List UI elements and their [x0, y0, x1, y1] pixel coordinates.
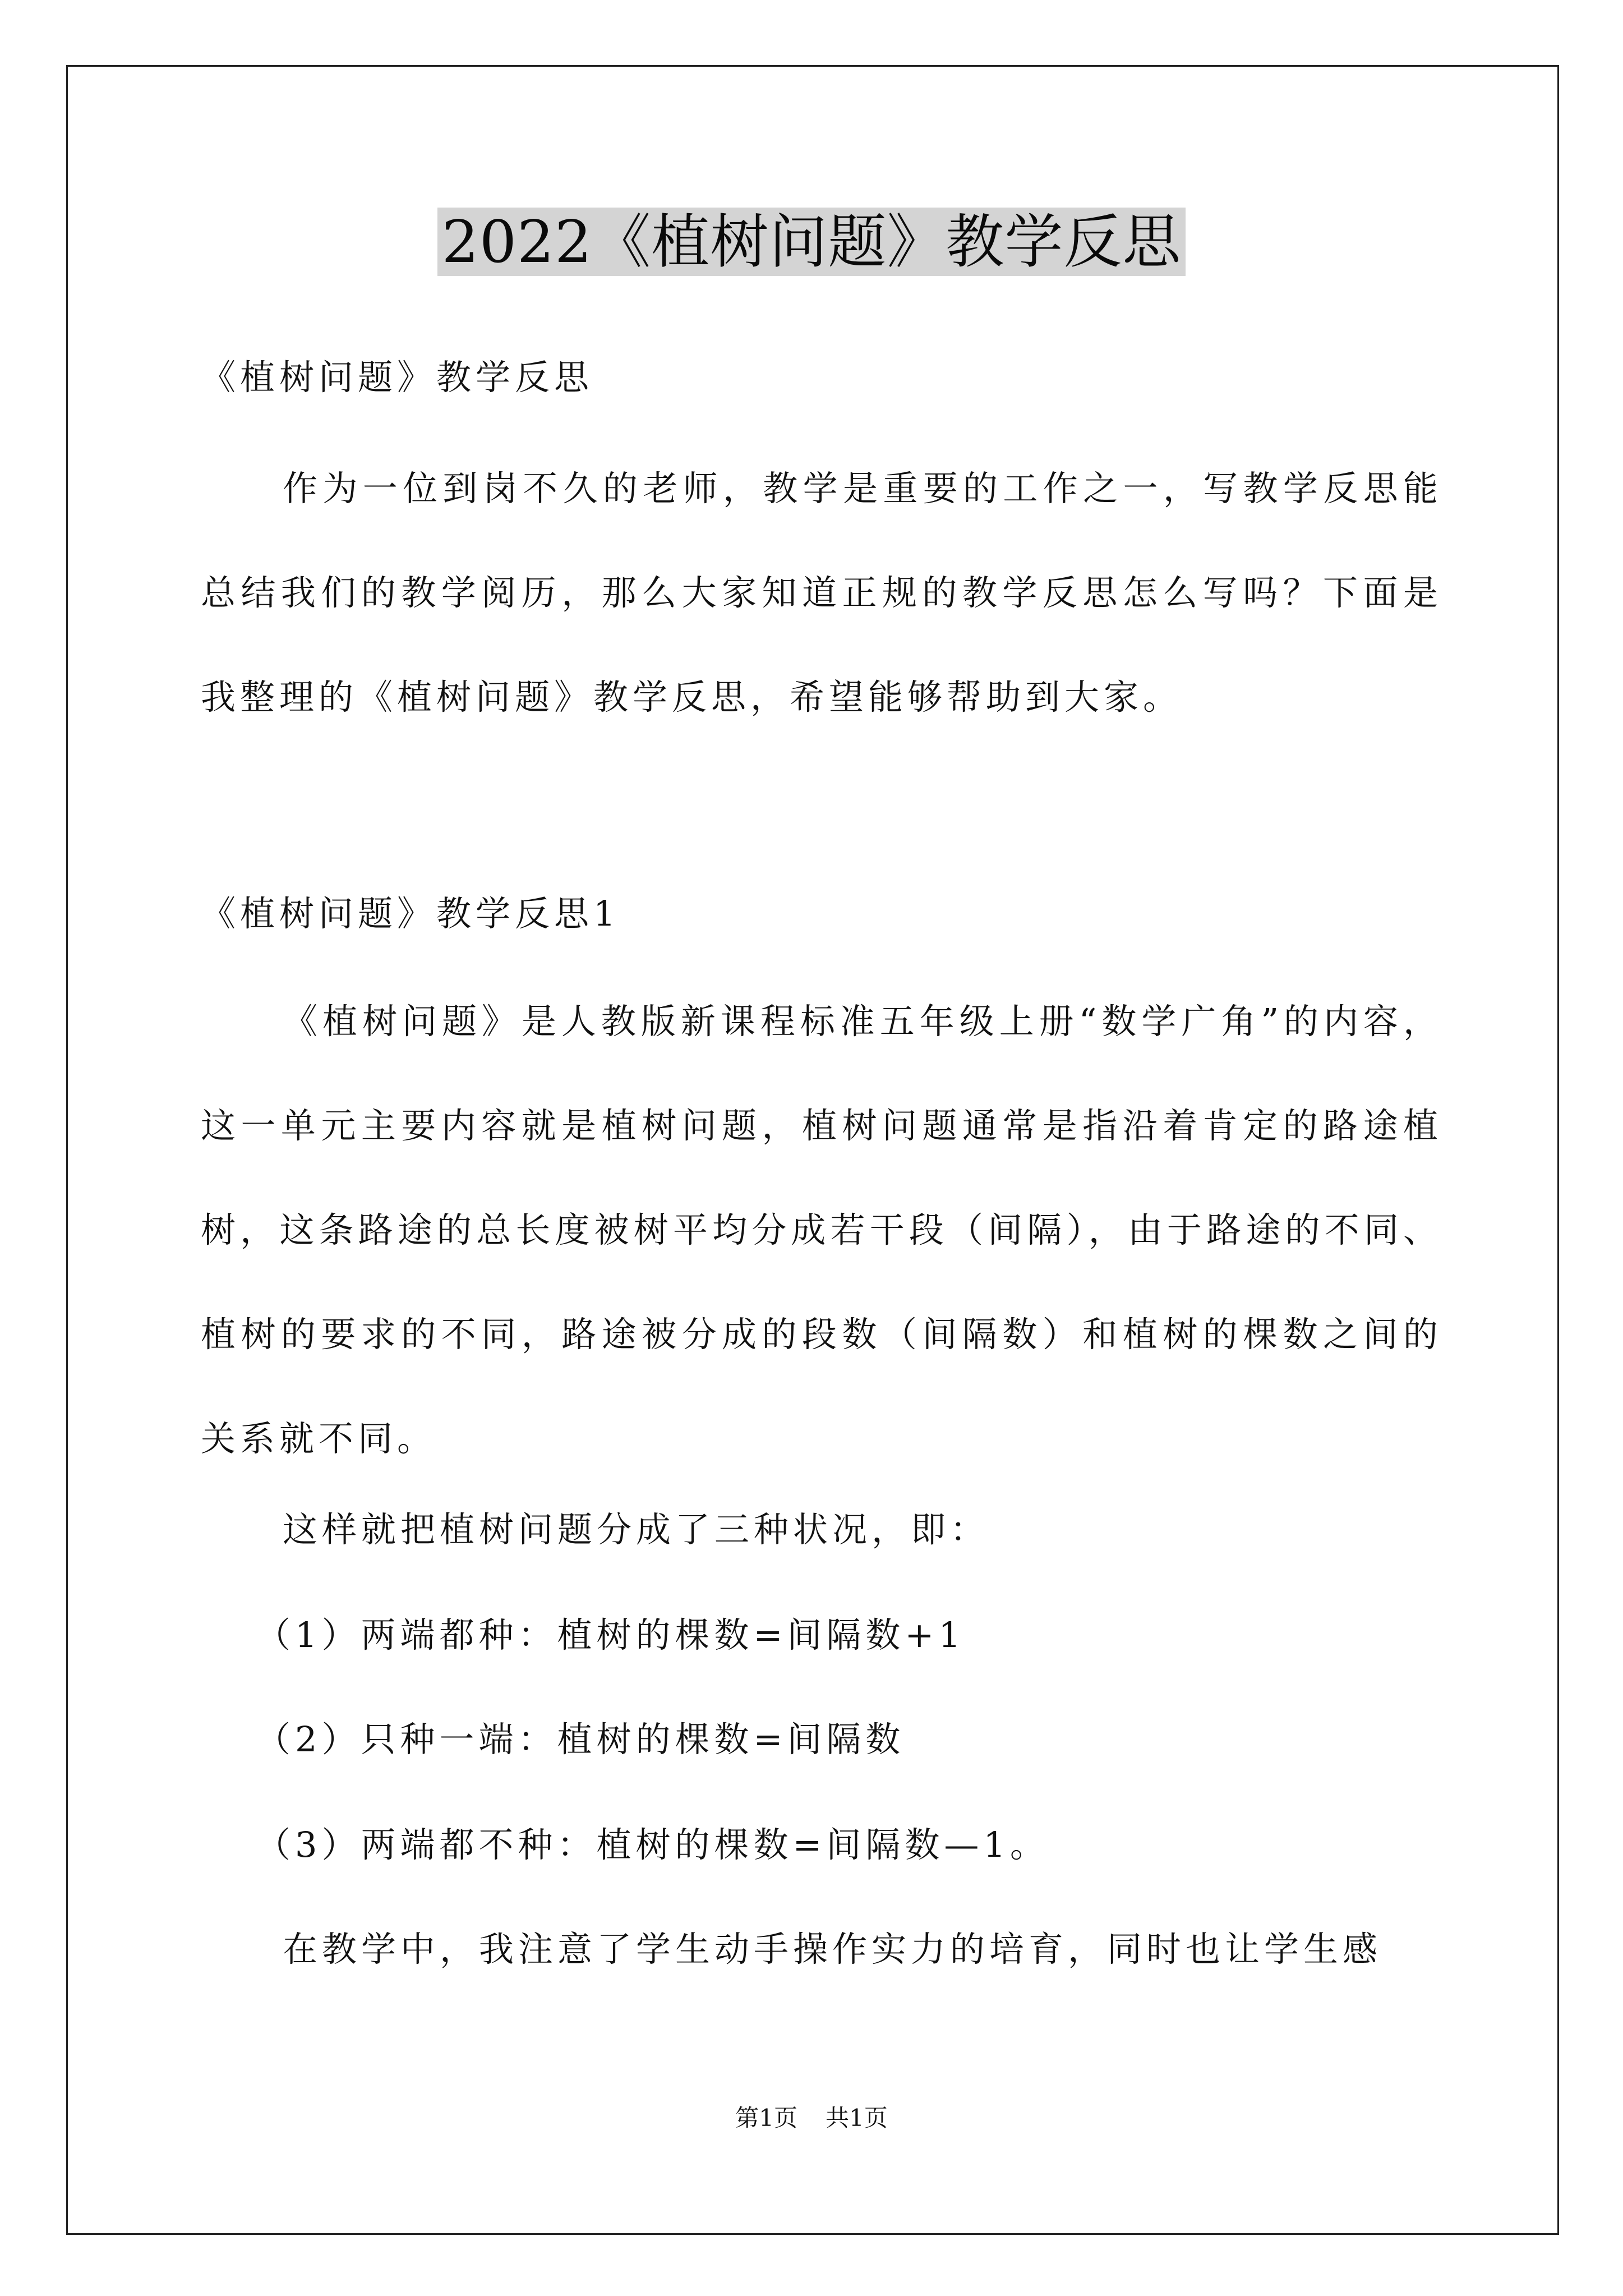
intro-paragraph: 作为一位到岗不久的老师，教学是重要的工作之一，写教学反思能总结我们的教学阅历，那么大家知道正规的教学反思怎么写吗？下面是我整理的《植树问题》教学反思，希望能够帮助到大家。 [201, 468, 1442, 717]
body-paragraph-1: 《植树问题》是人教版新课程标准五年级上册“数学广角”的内容，这一单元主要内容就是植树问题，植树问题通常是指沿着肯定的路途植树，这条路途的总长度被树平均分成若干段（间隔），由于路途的不同、植树的要求的不同，路途被分成的段数（间隔数）和植树的棵数之间的关系就不同。 [201, 1001, 1442, 1459]
title-container [0, 208, 1623, 276]
body-paragraph-2: 这样就把植树问题分成了三种状况，即： [283, 1509, 990, 1550]
case-item-2: （2）只种一端：植树的棵数=间隔数 [256, 1719, 905, 1760]
document-subtitle: 《植树问题》教学反思 [201, 357, 594, 398]
case-item-1: （1）两端都种：植树的棵数=间隔数+1 [256, 1614, 965, 1655]
document-title: 2022《植树问题》教学反思 [437, 208, 1186, 276]
page-footer [0, 2101, 1623, 2135]
section-heading: 《植树问题》教学反思1 [201, 893, 620, 934]
page-number: 第1页 [735, 2104, 797, 2132]
page-total: 共1页 [826, 2104, 888, 2132]
case-item-3: （3）两端都不种：植树的棵数=间隔数—1。 [256, 1824, 1049, 1865]
body-paragraph-3: 在教学中，我注意了学生动手操作实力的培育，同时也让学生感 [283, 1929, 1382, 1970]
